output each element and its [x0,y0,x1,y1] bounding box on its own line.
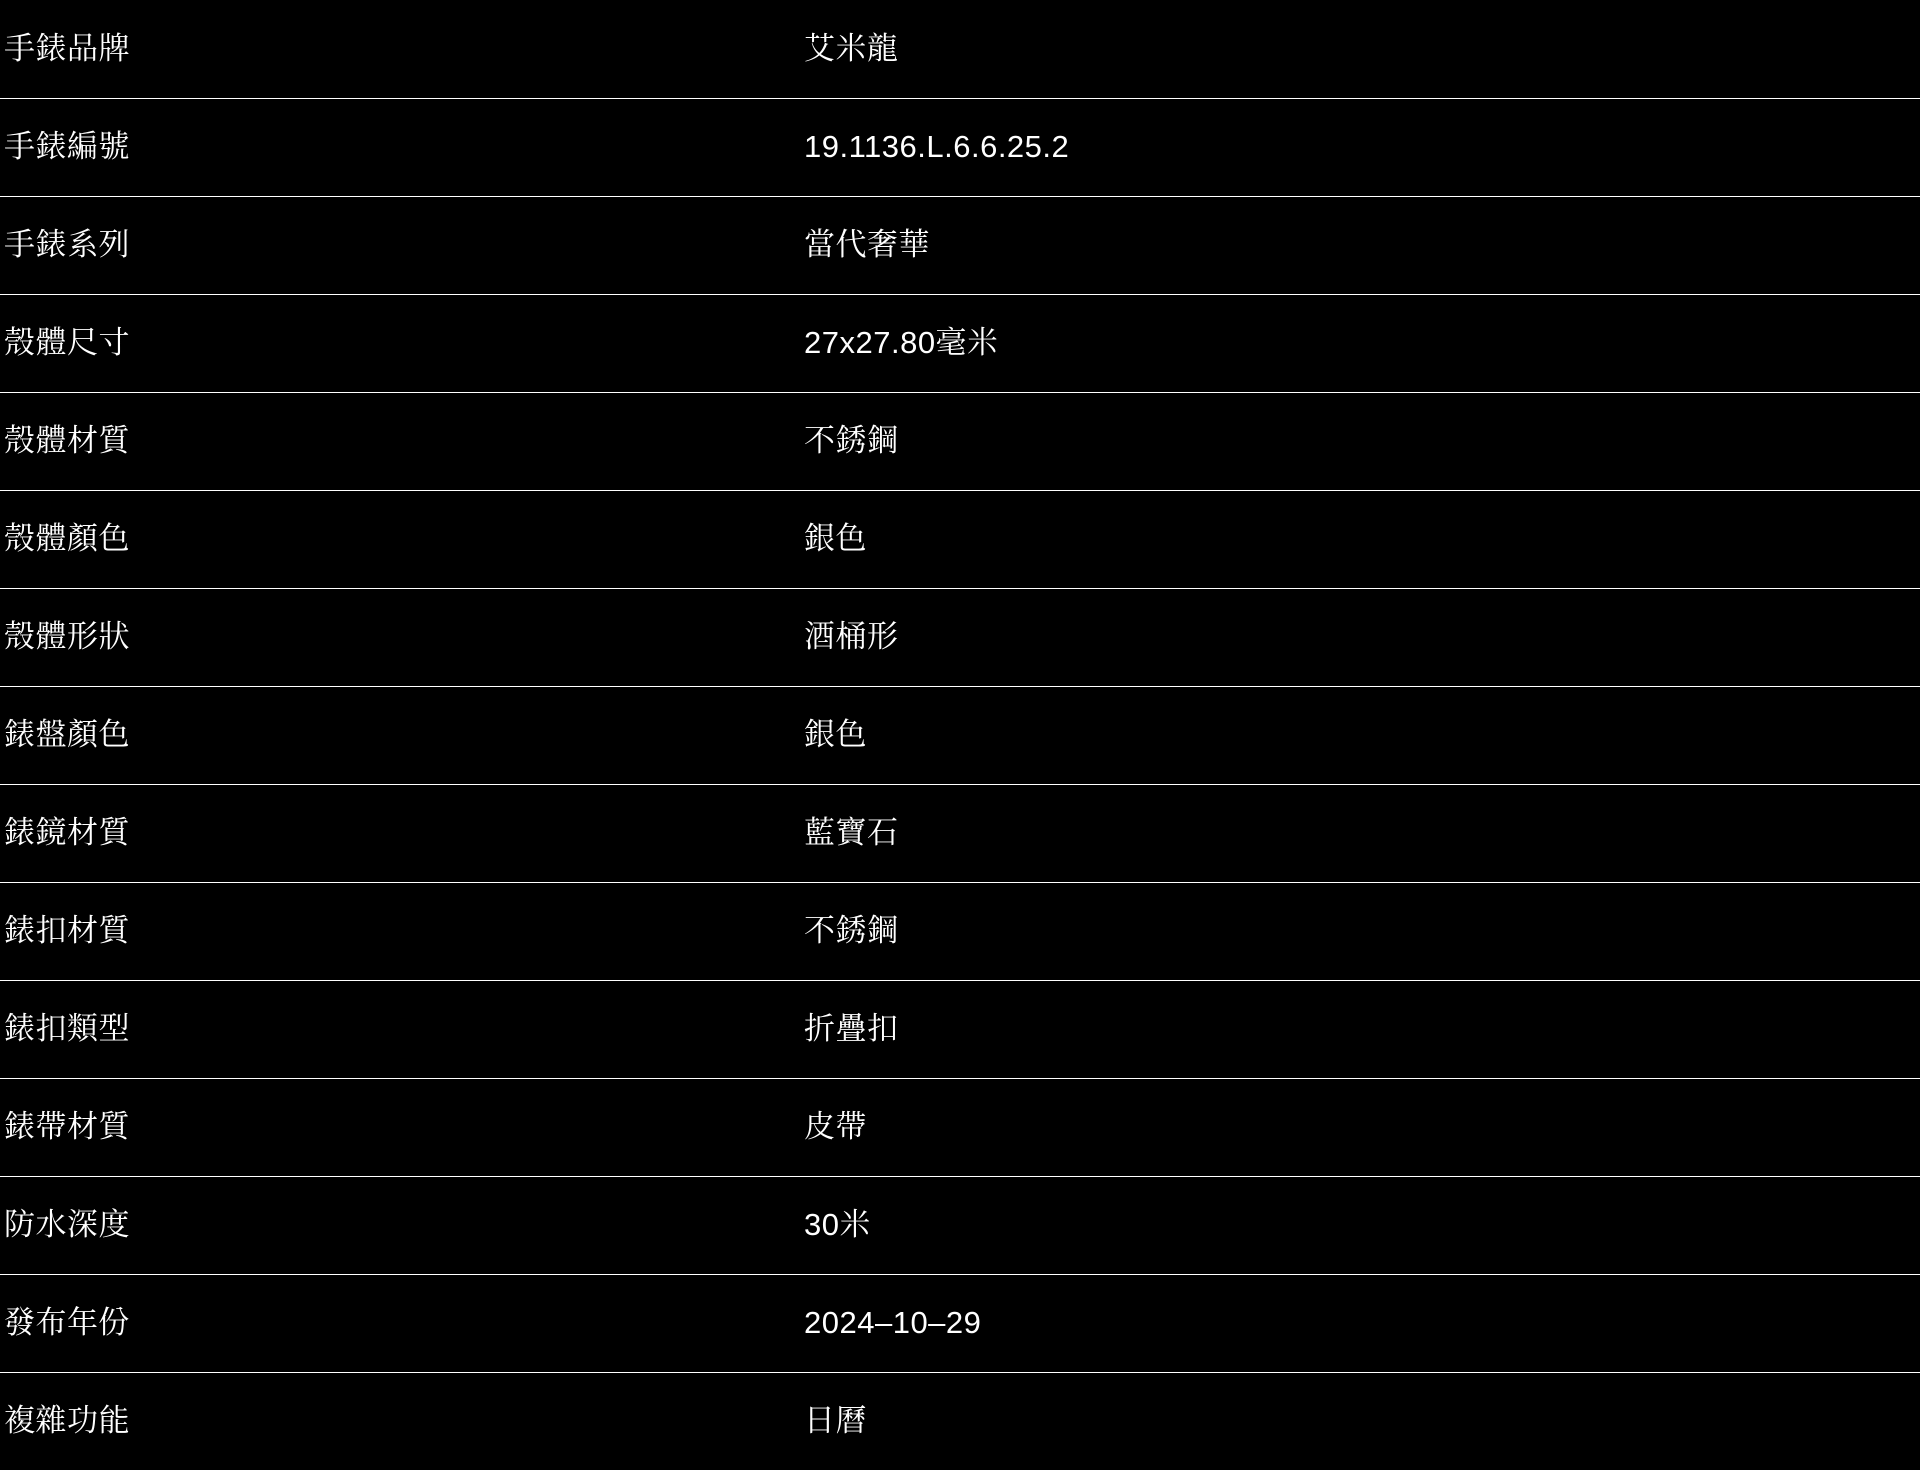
spec-label: 殼體顏色 [0,490,404,588]
table-row [0,98,1920,196]
spec-label: 殼體形狀 [0,588,404,686]
spec-label: 殼體尺寸 [0,294,404,392]
spec-value: 艾米龍 [404,0,1920,98]
table-row [0,1274,1920,1372]
spec-label: 錶鏡材質 [0,784,404,882]
table-row [0,196,1920,294]
spec-value: 30米 [404,1176,1920,1274]
table-row [0,980,1920,1078]
table-row [0,588,1920,686]
spec-label: 錶帶材質 [0,1078,404,1176]
spec-label: 手錶品牌 [0,0,404,98]
table-row [0,294,1920,392]
spec-value: 酒桶形 [404,588,1920,686]
spec-label: 防水深度 [0,1176,404,1274]
spec-label: 手錶編號 [0,98,404,196]
spec-value: 2024–10–29 [404,1274,1920,1372]
spec-label: 發布年份 [0,1274,404,1372]
spec-value: 日曆 [404,1372,1920,1470]
spec-label: 手錶系列 [0,196,404,294]
table-row [0,882,1920,980]
table-row [0,1078,1920,1176]
table-row [0,1372,1920,1470]
spec-value: 銀色 [404,490,1920,588]
spec-value: 藍寶石 [404,784,1920,882]
spec-value: 不銹鋼 [404,882,1920,980]
table-row [0,490,1920,588]
table-row [0,1176,1920,1274]
table-row [0,686,1920,784]
spec-value: 當代奢華 [404,196,1920,294]
spec-value: 銀色 [404,686,1920,784]
spec-value: 折疊扣 [404,980,1920,1078]
spec-label: 錶扣類型 [0,980,404,1078]
spec-label: 複雜功能 [0,1372,404,1470]
table-row [0,784,1920,882]
spec-value: 不銹鋼 [404,392,1920,490]
spec-value: 27x27.80毫米 [404,294,1920,392]
spec-value: 19.1136.L.6.6.25.2 [404,98,1920,196]
spec-label: 殼體材質 [0,392,404,490]
table-row [0,0,1920,98]
spec-label: 錶扣材質 [0,882,404,980]
spec-label: 錶盤顏色 [0,686,404,784]
spec-value: 皮帶 [404,1078,1920,1176]
table-row [0,392,1920,490]
